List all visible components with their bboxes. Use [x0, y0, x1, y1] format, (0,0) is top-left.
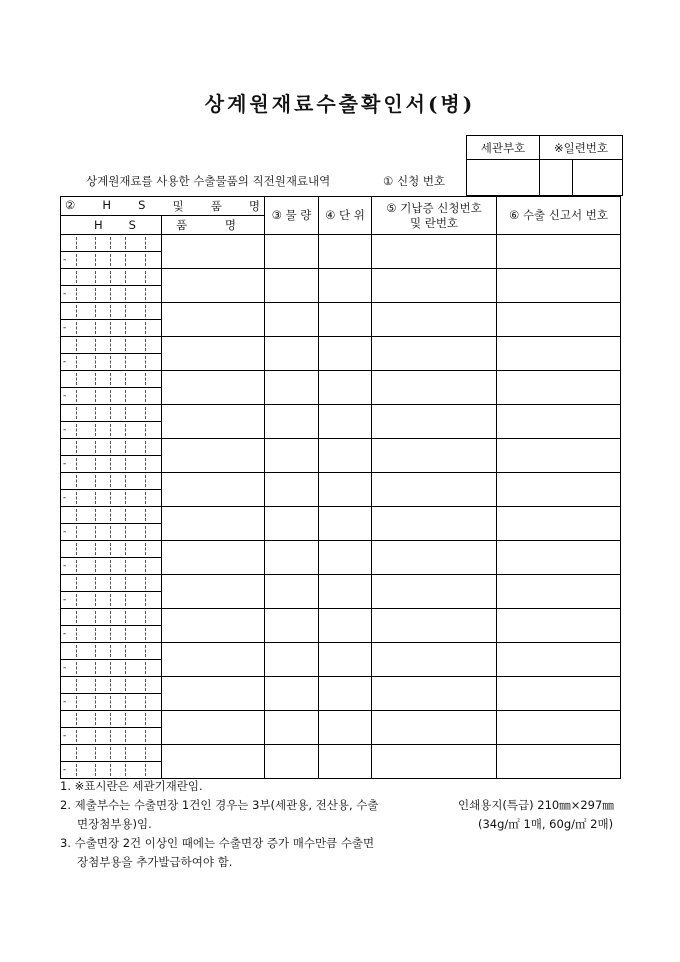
materials-table [60, 196, 621, 779]
item-name-cell[interactable] [162, 677, 265, 711]
unit-cell[interactable] [319, 507, 372, 541]
hs-dash-mark: - [63, 459, 67, 469]
table-row [61, 337, 621, 371]
item-name-cell[interactable] [162, 609, 265, 643]
table-row [61, 541, 621, 575]
unit-cell[interactable] [319, 439, 372, 473]
hs-code-cell[interactable] [61, 337, 162, 371]
qty-cell[interactable] [265, 337, 319, 371]
table-row [61, 235, 621, 269]
hs-code-cell[interactable] [61, 541, 162, 575]
paper-spec [458, 796, 614, 834]
hs-code-cell[interactable] [61, 269, 162, 303]
cert-cell[interactable] [372, 269, 497, 303]
qty-cell[interactable] [265, 405, 319, 439]
cert-cell[interactable] [372, 507, 497, 541]
unit-cell[interactable] [319, 303, 372, 337]
hs-code-cell[interactable] [61, 405, 162, 439]
document-title: 상계원재료수출확인서(병) [204, 92, 476, 116]
name-subheader [162, 216, 265, 235]
hs-code-cell[interactable] [61, 609, 162, 643]
hs-dash-mark: - [63, 323, 67, 333]
name-sub-1: 품 [176, 218, 188, 232]
customs-code-label: 세관부호 [467, 136, 540, 160]
hs-dash-mark: - [63, 527, 67, 537]
hs-code-cell[interactable] [61, 303, 162, 337]
qty-cell[interactable] [265, 745, 319, 779]
hs-code-cell[interactable] [61, 371, 162, 405]
item-name-cell[interactable] [162, 711, 265, 745]
hs-item-header-char: S [138, 198, 146, 212]
unit-cell[interactable] [319, 745, 372, 779]
hs-dash-mark: - [63, 765, 67, 775]
hs-code-cell[interactable] [61, 575, 162, 609]
cert-cell[interactable] [372, 303, 497, 337]
table-row [61, 269, 621, 303]
note-3-cont: 장첨부용을 추가발급하여야 함. [77, 855, 233, 869]
unit-cell[interactable] [319, 541, 372, 575]
export-cell[interactable] [497, 745, 621, 779]
qty-cell[interactable] [265, 711, 319, 745]
hs-item-header [61, 197, 265, 216]
note-2-cont: 면장첨부용)임. [77, 817, 152, 831]
unit-cell[interactable] [319, 711, 372, 745]
qty-cell[interactable] [265, 269, 319, 303]
unit-cell[interactable] [319, 643, 372, 677]
table-row [61, 303, 621, 337]
cert-cell[interactable] [372, 609, 497, 643]
unit-cell[interactable] [319, 371, 372, 405]
cert-cell[interactable] [372, 575, 497, 609]
application-no-label: ① 신청 번호 [383, 174, 446, 188]
notes [60, 777, 379, 872]
hs-dash-mark: - [63, 255, 67, 265]
intro-text: 상계원재료를 사용한 수출물품의 직전원재료내역 [86, 174, 331, 188]
hs-item-header-char: ② [65, 198, 76, 212]
hs-item-header-char: 및 [172, 199, 184, 213]
hs-sub-h: H [94, 218, 103, 232]
qty-cell[interactable] [265, 303, 319, 337]
qty-cell[interactable] [265, 609, 319, 643]
qty-cell[interactable] [265, 235, 319, 269]
hs-code-cell[interactable] [61, 745, 162, 779]
hs-code-cell[interactable] [61, 439, 162, 473]
cert-cell[interactable] [372, 473, 497, 507]
item-name-cell[interactable] [162, 473, 265, 507]
unit-cell[interactable] [319, 235, 372, 269]
export-cell[interactable] [497, 711, 621, 745]
export-cell[interactable] [497, 541, 621, 575]
hs-code-cell[interactable] [61, 235, 162, 269]
table-row [61, 507, 621, 541]
cert-header-line2: 및 란번호 [409, 215, 459, 230]
qty-cell[interactable] [265, 643, 319, 677]
export-cell[interactable] [497, 677, 621, 711]
unit-header: ④ 단 위 [319, 197, 372, 235]
table-row [61, 473, 621, 507]
customs-code-field[interactable] [467, 160, 540, 196]
export-cell[interactable] [497, 269, 621, 303]
item-name-cell[interactable] [162, 507, 265, 541]
unit-cell[interactable] [319, 677, 372, 711]
hs-dash-mark: - [63, 391, 67, 401]
qty-cell[interactable] [265, 541, 319, 575]
cert-cell[interactable] [372, 405, 497, 439]
export-cell[interactable] [497, 405, 621, 439]
hs-dash-mark: - [63, 629, 67, 639]
cert-cell[interactable] [372, 643, 497, 677]
qty-cell[interactable] [265, 575, 319, 609]
hs-dash-mark: - [63, 561, 67, 571]
table-row [61, 439, 621, 473]
item-name-cell[interactable] [162, 405, 265, 439]
item-name-cell[interactable] [162, 439, 265, 473]
table-row [61, 575, 621, 609]
note-3: 3. 수출면장 2건 이상인 때에는 수출면장 증가 매수만큼 수출면 [60, 836, 375, 850]
cert-cell[interactable] [372, 371, 497, 405]
item-name-cell[interactable] [162, 371, 265, 405]
table-row [61, 609, 621, 643]
hs-dash-mark: - [63, 663, 67, 673]
unit-cell[interactable] [319, 473, 372, 507]
office-use-box [466, 135, 623, 196]
export-cell[interactable] [497, 235, 621, 269]
export-cell[interactable] [497, 371, 621, 405]
unit-cell[interactable] [319, 405, 372, 439]
hs-dash-mark: - [63, 357, 67, 367]
export-cell[interactable] [497, 609, 621, 643]
export-cell[interactable] [497, 575, 621, 609]
qty-cell[interactable] [265, 439, 319, 473]
cert-cell[interactable] [372, 439, 497, 473]
hs-dash-mark: - [63, 289, 67, 299]
hs-item-header-char: H [102, 198, 112, 212]
hs-dash-mark: - [63, 595, 67, 605]
item-name-cell[interactable] [162, 235, 265, 269]
hs-subheader [61, 216, 162, 235]
item-name-cell[interactable] [162, 337, 265, 371]
hs-dash-mark: - [63, 425, 67, 435]
note-1: 1. ※표시란은 세관기재란임. [60, 779, 203, 793]
hs-code-cell[interactable] [61, 473, 162, 507]
cert-cell[interactable] [372, 677, 497, 711]
hs-dash-mark: - [63, 697, 67, 707]
qty-header: ③ 물 량 [265, 197, 319, 235]
unit-cell[interactable] [319, 575, 372, 609]
qty-cell[interactable] [265, 677, 319, 711]
cert-header-line1: ⑤ 기납증 신청번호 [386, 200, 482, 215]
unit-cell[interactable] [319, 269, 372, 303]
item-name-cell[interactable] [162, 575, 265, 609]
export-cell[interactable] [497, 643, 621, 677]
table-row [61, 711, 621, 745]
table-row [61, 405, 621, 439]
hs-code-cell[interactable] [61, 711, 162, 745]
export-cell[interactable] [497, 303, 621, 337]
hs-code-cell[interactable] [61, 507, 162, 541]
export-cell[interactable] [497, 337, 621, 371]
item-name-cell[interactable] [162, 541, 265, 575]
hs-dash-mark: - [63, 493, 67, 503]
table-row [61, 677, 621, 711]
name-sub-2: 명 [224, 218, 236, 232]
export-header: ⑥ 수출 신고서 번호 [497, 197, 621, 235]
item-name-cell[interactable] [162, 643, 265, 677]
table-row [61, 745, 621, 779]
paper-spec-2: (34g/㎡ 1매, 60g/㎡ 2매) [478, 817, 614, 831]
table-row [61, 371, 621, 405]
export-cell[interactable] [497, 473, 621, 507]
qty-cell[interactable] [265, 371, 319, 405]
unit-cell[interactable] [319, 337, 372, 371]
unit-cell[interactable] [319, 609, 372, 643]
serial-no-label: ※일련번호 [540, 136, 623, 160]
qty-cell[interactable] [265, 473, 319, 507]
hs-item-header-char: 품 [210, 199, 222, 213]
hs-code-cell[interactable] [61, 643, 162, 677]
item-name-cell[interactable] [162, 303, 265, 337]
serial-no-field-a[interactable] [540, 160, 573, 196]
table-row [61, 643, 621, 677]
cert-cell[interactable] [372, 541, 497, 575]
cert-cell[interactable] [372, 337, 497, 371]
qty-cell[interactable] [265, 507, 319, 541]
hs-sub-s: S [128, 218, 136, 232]
hs-item-header-char: 명 [248, 199, 260, 213]
item-name-cell[interactable] [162, 269, 265, 303]
note-2: 2. 제출부수는 수출면장 1건인 경우는 3부(세관용, 전산용, 수출 [60, 798, 379, 812]
hs-code-cell[interactable] [61, 677, 162, 711]
hs-dash-mark: - [63, 731, 67, 741]
cert-header [372, 197, 497, 235]
cert-cell[interactable] [372, 745, 497, 779]
export-cell[interactable] [497, 507, 621, 541]
cert-cell[interactable] [372, 235, 497, 269]
paper-spec-1: 인쇄용지(특급) 210㎜×297㎜ [458, 798, 614, 812]
item-name-cell[interactable] [162, 745, 265, 779]
serial-no-field-b[interactable] [573, 160, 623, 196]
export-cell[interactable] [497, 439, 621, 473]
cert-cell[interactable] [372, 711, 497, 745]
